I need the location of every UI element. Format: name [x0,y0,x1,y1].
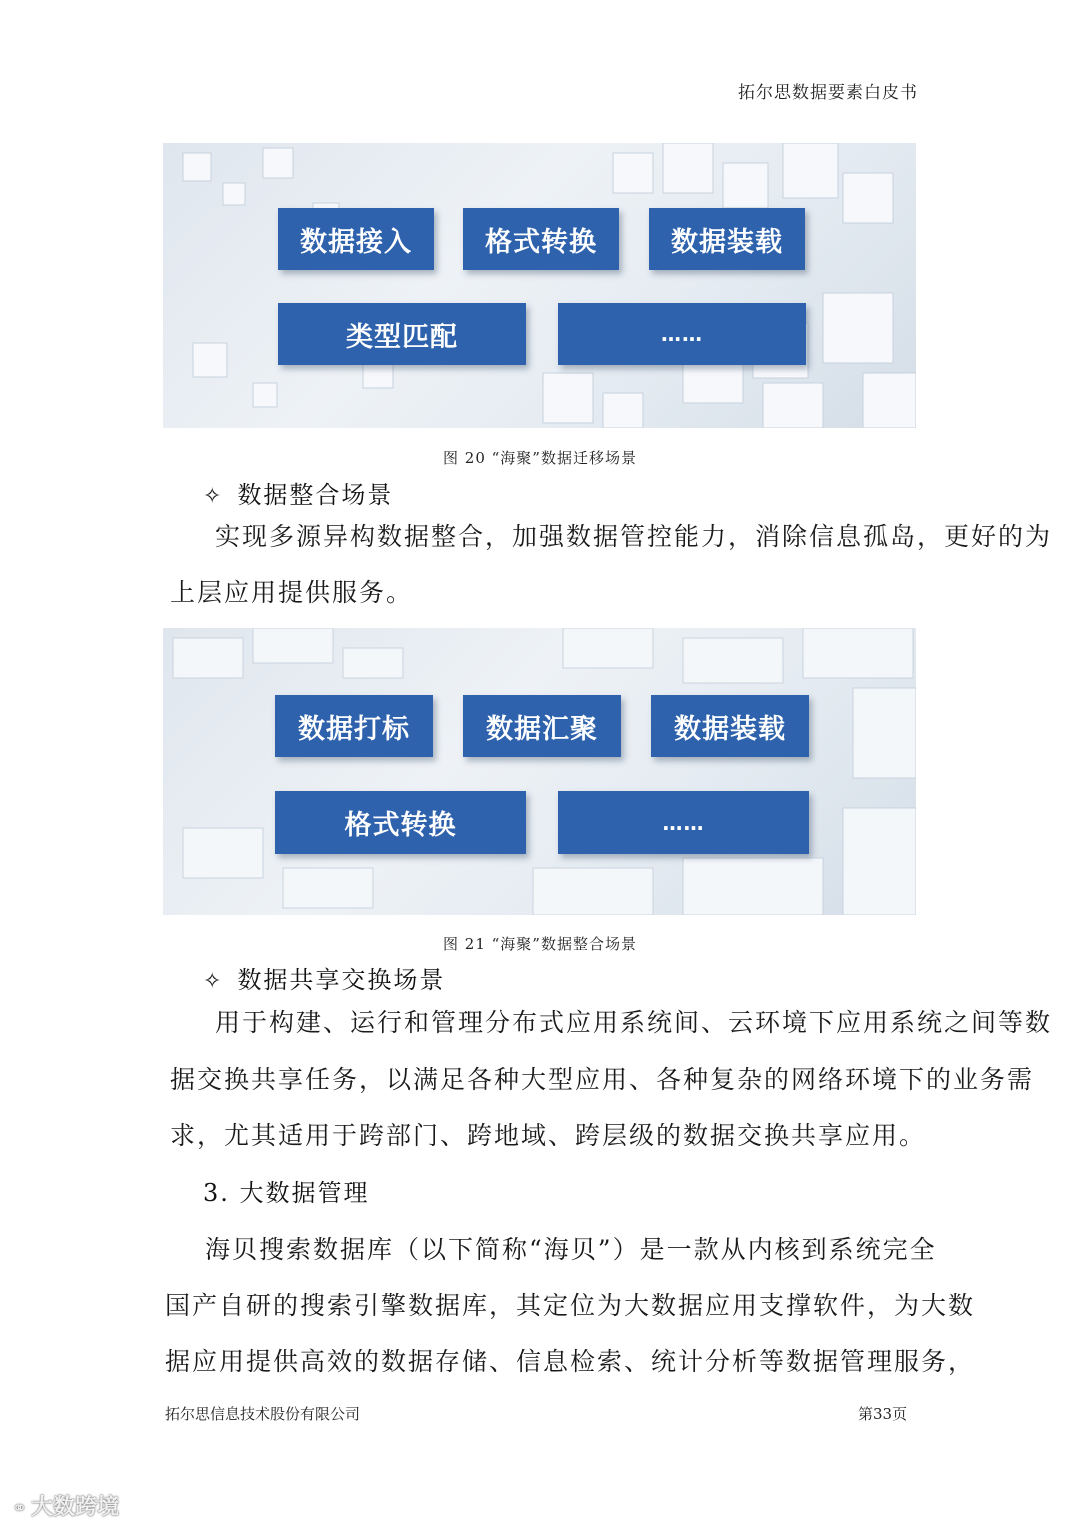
flow-box-format-convert: 格式转换 [463,208,619,270]
footer-company: 拓尔思信息技术股份有限公司 [165,1405,361,1423]
paragraph-line: 求，尤其适用于跨部门、跨地域、跨层级的数据交换共享应用。 [170,1121,927,1150]
flow-box-format-convert: 格式转换 [275,791,526,854]
figure-20-caption: 图 20 “海聚”数据迁移场景 [443,449,637,467]
diamond-bullet-icon: ✧ [203,969,224,994]
section-heading-sharing [203,960,445,995]
flow-box-data-ingest: 数据接入 [278,208,434,270]
paragraph-line: 用于构建、运行和管理分布式应用系统间、云环境下应用系统之间等数 [215,1008,1053,1037]
section-heading-integration [203,475,393,510]
watermark [12,1490,119,1521]
flow-box-type-match: 类型匹配 [278,303,526,365]
paragraph-line: 据应用提供高效的数据存储、信息检索、统计分析等数据管理服务， [165,1347,976,1376]
flow-box-data-aggregate: 数据汇聚 [463,695,621,757]
figure-21-image [163,628,916,915]
figure-21-caption: 图 21 “海聚”数据整合场景 [443,935,637,953]
running-header-title: 拓尔思数据要素白皮书 [738,83,918,103]
cube-background-graphic [163,143,916,428]
section-heading-integration-title: 数据整合场景 [237,481,394,509]
paragraph-line: 国产自研的搜索引擎数据库，其定位为大数据应用支撑软件，为大数 [165,1291,976,1320]
section-heading-sharing-title: 数据共享交换场景 [237,966,446,994]
paragraph-line: 海贝搜索数据库（以下简称“海贝”）是一款从内核到系统完全 [205,1235,937,1264]
diamond-bullet-icon: ✧ [203,484,224,509]
cube-background-graphic [163,628,916,915]
flow-box-data-load: 数据装载 [651,695,809,757]
chain-link-icon: ⚭ [12,1498,28,1519]
watermark-text: 大数跨境 [31,1495,120,1520]
flow-box-ellipsis: …… [558,791,809,854]
section-heading-big-data: 3. 大数据管理 [203,1179,370,1207]
paragraph-line: 实现多源异构数据整合，加强数据管控能力，消除信息孤岛，更好的为 [215,522,1053,551]
paragraph-line: 上层应用提供服务。 [170,578,414,607]
flow-box-data-tagging: 数据打标 [275,695,433,757]
flow-box-data-load: 数据装载 [649,208,805,270]
footer-page-number: 第33页 [858,1405,908,1423]
flow-box-ellipsis: …… [558,303,806,365]
paragraph-line: 据交换共享任务，以满足各种大型应用、各种复杂的网络环境下的业务需 [170,1065,1035,1094]
figure-20-image [163,143,916,428]
